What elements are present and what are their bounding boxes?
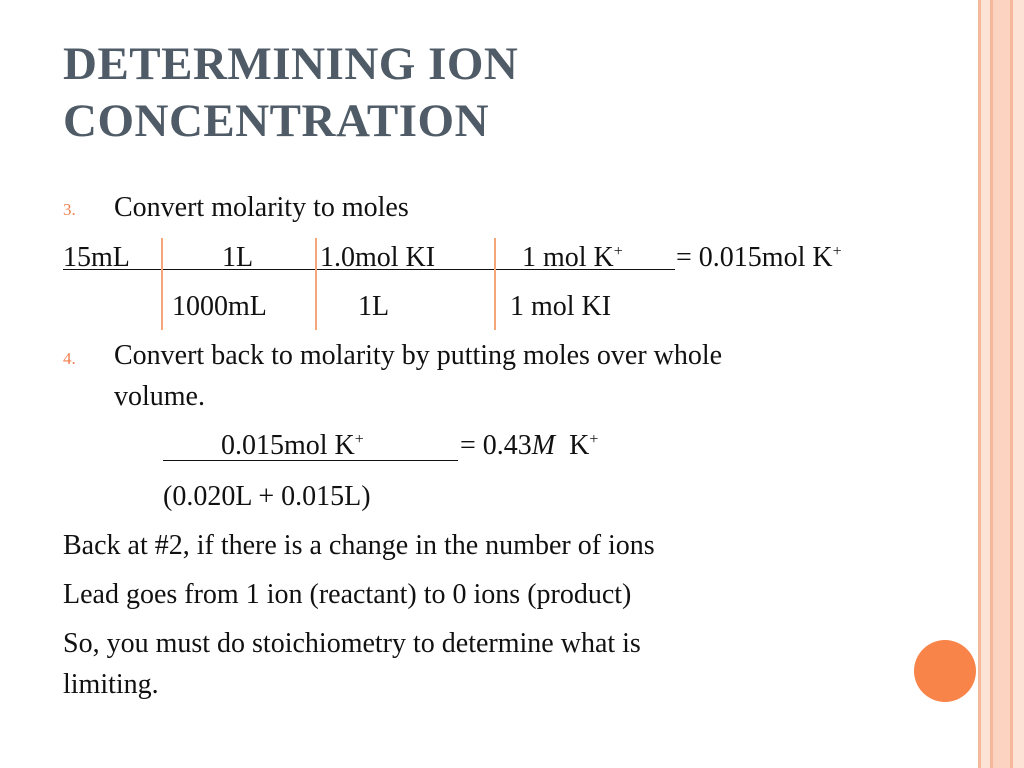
result-value: = 0.43 — [460, 430, 532, 461]
title-line-2: CONCENTRATION — [63, 95, 490, 147]
superscript: + — [832, 243, 842, 260]
molarity-result — [460, 430, 598, 462]
conversion-cell: 1L — [222, 242, 254, 273]
superscript: + — [354, 431, 364, 448]
column-divider — [494, 238, 496, 330]
step-text: Convert back to molarity by putting moles over whole — [114, 340, 723, 371]
conversion-result — [676, 242, 842, 274]
molarity-unit: M — [531, 430, 556, 461]
conversion-cell — [522, 242, 623, 274]
paragraph: Lead goes from 1 ion (reactant) to 0 ions (product) — [63, 579, 632, 610]
step-text: Convert molarity to moles — [114, 192, 409, 223]
ion-symbol: K — [569, 430, 590, 461]
step-number: 4. — [63, 349, 76, 368]
paragraph: limiting. — [63, 669, 159, 700]
column-divider — [315, 238, 317, 330]
decorative-circle — [914, 640, 976, 702]
conversion-cell: 1000mL — [172, 291, 267, 322]
paragraph: So, you must do stoichiometry to determine what is — [63, 628, 641, 659]
step-text: volume. — [114, 381, 205, 412]
step-number: 3. — [63, 200, 76, 219]
decorative-stripes — [978, 0, 1024, 768]
superscript: + — [589, 431, 599, 448]
conversion-result-text: = 0.015mol K — [676, 242, 833, 273]
paragraph: Back at #2, if there is a change in the number of ions — [63, 530, 655, 561]
conversion-cell: 15mL — [63, 242, 130, 273]
column-divider — [161, 238, 163, 330]
conversion-cell: 1 mol KI — [510, 291, 612, 322]
superscript: + — [613, 243, 623, 260]
conversion-cell-text: 1 mol K — [522, 242, 614, 273]
numerator-text: 0.015mol K — [221, 430, 355, 461]
denominator: (0.020L + 0.015L) — [163, 481, 371, 512]
title-line-1: DETERMINING ION — [63, 38, 519, 90]
numerator — [221, 430, 364, 462]
slide-title — [63, 36, 923, 150]
conversion-cell: 1L — [358, 291, 390, 322]
conversion-cell: 1.0mol KI — [320, 242, 436, 273]
